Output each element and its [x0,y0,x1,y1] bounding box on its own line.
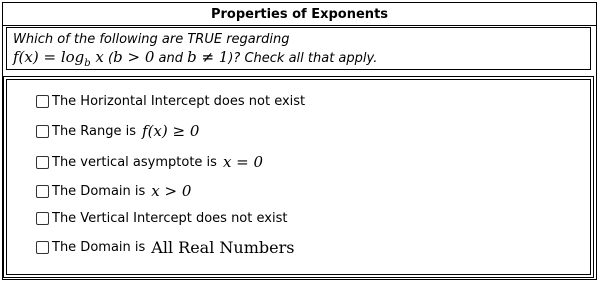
checkbox[interactable] [36,212,49,225]
option-label: The Range is [52,123,137,139]
option-domain-positive[interactable] [36,182,191,200]
function-name: f(x) = log [13,48,85,66]
checkbox[interactable] [36,241,49,254]
option-math: All Real Numbers [151,238,295,257]
question-box [6,27,591,70]
problem-title-text: Properties of Exponents [210,6,389,22]
condition-close: )? Check all that apply. [228,51,378,66]
function-expression [13,48,104,69]
condition-b-not-one: b ≠ 1 [187,48,229,66]
log-base: b [84,58,91,69]
checkbox[interactable] [36,125,49,138]
option-range[interactable] [36,122,199,140]
option-label: The Domain is [52,240,146,255]
option-label: The Vertical Intercept does not exist [52,211,288,226]
condition-b-positive: b > 0 [113,48,155,66]
checkbox[interactable] [36,185,49,198]
question-text: Which of the following are TRUE regarding [13,32,290,47]
option-math: x > 0 [151,182,192,200]
option-math: f(x) ≥ 0 [142,122,200,140]
question-condition [13,48,584,73]
answer-options [6,79,591,275]
option-math: x = 0 [222,153,264,171]
checkbox[interactable] [36,95,49,108]
problem-title [2,2,597,26]
option-domain-all-reals[interactable] [36,238,294,257]
function-variable: x [90,48,104,66]
option-horizontal-intercept[interactable] [36,94,305,109]
condition-open: ( [103,51,114,66]
condition-and: and [154,51,188,66]
checkbox[interactable] [36,156,49,169]
option-label: The vertical asymptote is [52,154,217,170]
option-vertical-intercept[interactable] [36,211,287,226]
option-label: The Domain is [52,183,146,199]
option-label: The Horizontal Intercept does not exist [52,94,306,109]
option-vertical-asymptote[interactable] [36,153,263,171]
